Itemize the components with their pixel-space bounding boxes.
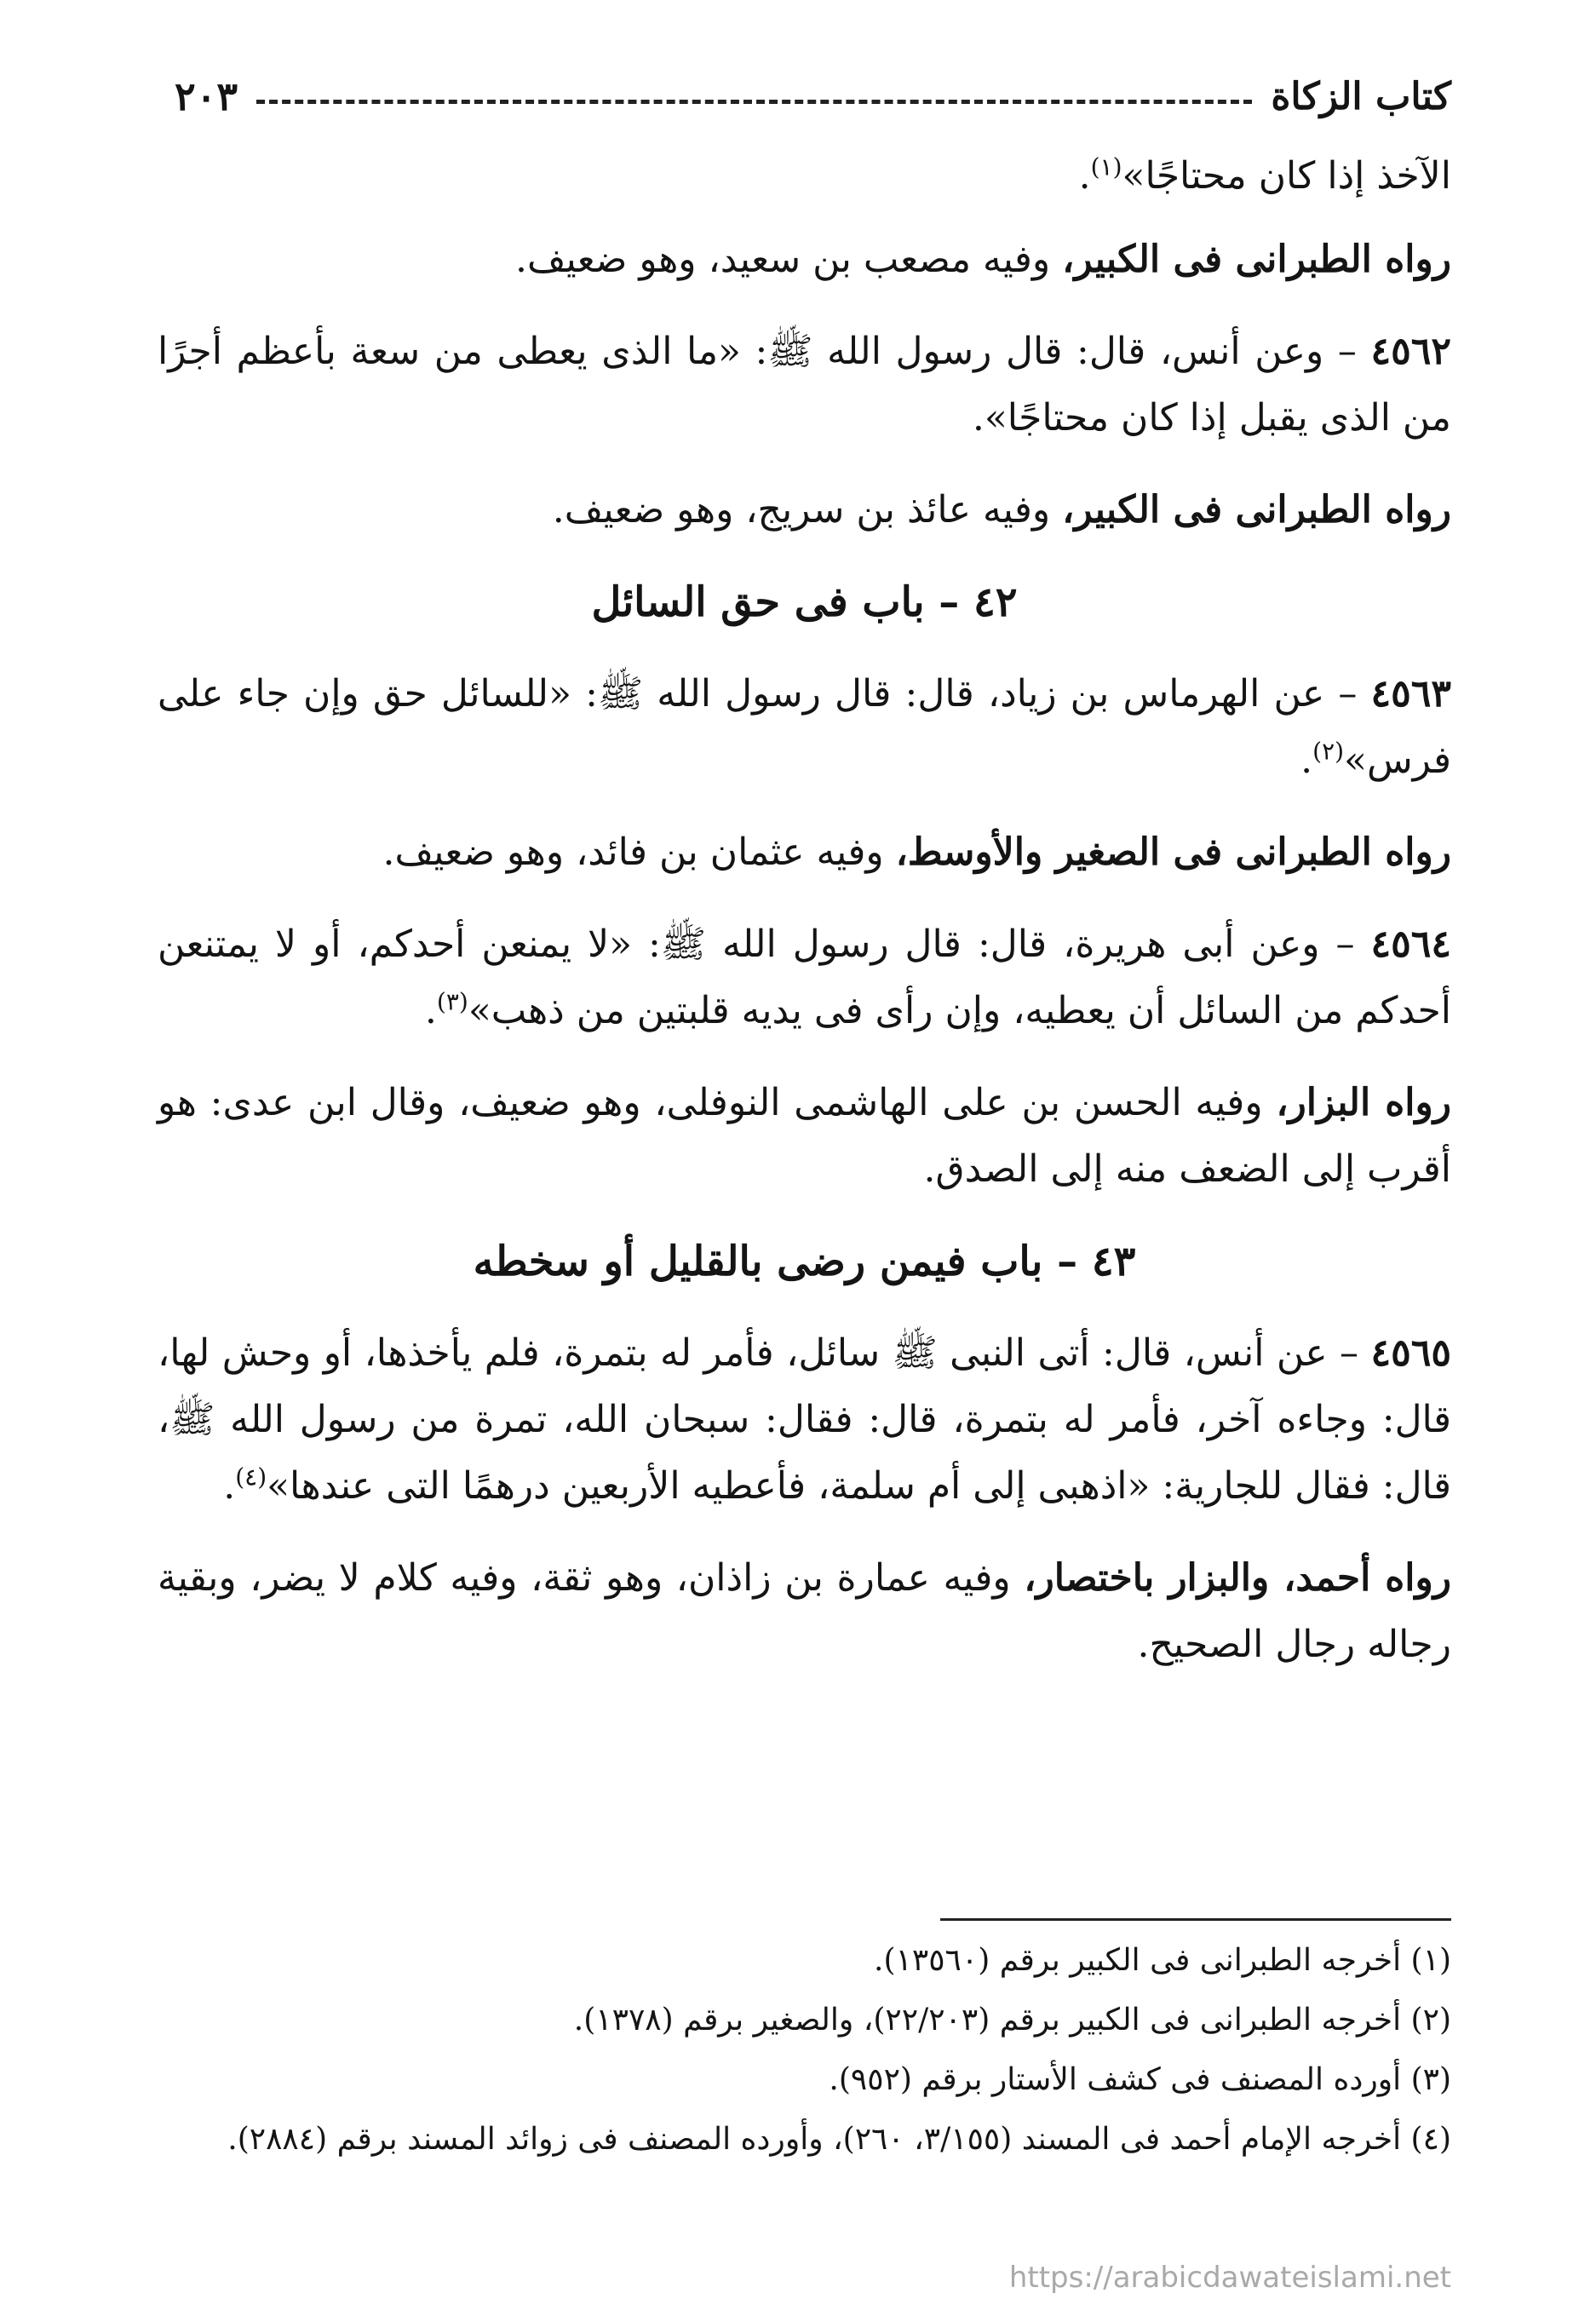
- paragraph-text: – عن الهرماس بن زياد، قال: قال رسول الله ﷺ: «للسائل حق وإن جاء على فرس»: [158, 672, 1451, 782]
- paragraph-text: وفيه الحسن بن على الهاشمى النوفلى، وهو ضعيف، وقال ابن عدى: هو أقرب إلى الضعف منه إلى الصدق.: [158, 1081, 1451, 1191]
- hadith-number: ٤٥٦٤: [1370, 922, 1451, 966]
- footnote-marker: (٤): [235, 1463, 267, 1491]
- paragraph-text: وفيه عائذ بن سريج، وهو ضعيف.: [552, 488, 1063, 532]
- paragraph-text: – وعن أنس، قال: قال رسول الله ﷺ: «ما الذى يعطى من سعة بأعظم أجرًا من الذى يقبل إذا كان محتاجًا».: [158, 330, 1451, 440]
- hadith-paragraph: [158, 319, 1451, 451]
- hadith-number: ٤٥٦٣: [1370, 672, 1451, 716]
- paragraph-text: الآخذ إذا كان محتاجًا»: [1122, 154, 1451, 198]
- hadith-number: ٤٥٦٢: [1370, 330, 1451, 373]
- paragraph-end-punct: .: [223, 1464, 236, 1508]
- source-note: [158, 1545, 1451, 1678]
- footnote-marker: (٢): [1312, 737, 1345, 766]
- footnote-separator: [940, 1918, 1451, 1921]
- watermark-url: https://arabicdawateislami.net: [1008, 2261, 1451, 2295]
- header-dashed-rule: [256, 100, 1252, 104]
- paragraph-end-punct: .: [424, 989, 437, 1032]
- source-attribution: رواه الطبرانى فى الكبير،: [1062, 488, 1451, 532]
- paragraph-text: – وعن أبى هريرة، قال: قال رسول الله ﷺ: «لا يمنعن أحدكم، أو لا يمتنعن أحدكم من السائل أن يعطيه، وإن رأى فى يديه قلبتين من ذهب»: [158, 922, 1451, 1032]
- hadith-number: ٤٥٦٥: [1370, 1331, 1451, 1375]
- source-note: [158, 819, 1451, 886]
- main-text: [158, 143, 1451, 1704]
- footnote-4: (٤) أخرجه الإمام أحمد فى المسند (٣/١٥٥، ٢٦٠)، وأورده المصنف فى زوائد المسند برقم (٢٨٨٤).: [227, 2122, 1451, 2157]
- footnote-3: (٣) أورده المصنف فى كشف الأستار برقم (٩٥٢).: [829, 2062, 1451, 2097]
- footnotes: [158, 1934, 1451, 2172]
- paragraph-end-punct: .: [1078, 154, 1091, 198]
- footnote-1: (١) أخرجه الطبرانى فى الكبير برقم (١٣٥٦٠).: [874, 1943, 1451, 1978]
- hadith-paragraph: [158, 1320, 1451, 1520]
- source-note: [158, 477, 1451, 543]
- hadith-paragraph: [158, 911, 1451, 1044]
- source-attribution: رواه الطبرانى فى الكبير،: [1062, 238, 1451, 281]
- paragraph-text: وفيه عمارة بن زاذان، وهو ثقة، وفيه كلام لا يضر، وبقية رجاله رجال الصحيح.: [158, 1556, 1451, 1666]
- paragraph-text: وفيه مصعب بن سعيد، وهو ضعيف.: [514, 238, 1063, 281]
- paragraph-text: وفيه عثمان بن فائد، وهو ضعيف.: [382, 831, 896, 874]
- chapter-heading: ٤٢ – باب فى حق السائل: [591, 578, 1018, 626]
- hadith-paragraph: [158, 661, 1451, 794]
- text-paragraph: [158, 143, 1451, 210]
- footnote-marker: (٣): [436, 987, 468, 1016]
- paragraph-text: – عن أنس، قال: أتى النبى ﷺ سائل، فأمر له بتمرة، فلم يأخذها، أو وحش لها، قال: وجاءه آخر، فأمر له بتمرة، قال: فقال: سبحان الله، تمرة من رسول الله ﷺ، قال: فقال للجارية: «اذهبى إلى أم سلمة، فأعطيه الأربعين درهمًا التى عندها»: [158, 1331, 1451, 1508]
- footnote-2: (٢) أخرجه الطبرانى فى الكبير برقم (٢٢/٢٠٣)، والصغير برقم (١٣٧٨).: [573, 2003, 1451, 2037]
- source-note: [158, 1070, 1451, 1203]
- source-attribution: رواه البزار،: [1276, 1081, 1452, 1124]
- source-attribution: رواه الطبرانى فى الصغير والأوسط،: [895, 831, 1451, 874]
- chapter-heading: ٤٣ – باب فيمن رضى بالقليل أو سخطه: [473, 1238, 1136, 1285]
- page-number: ٢٠٣: [175, 73, 238, 119]
- source-note: [158, 227, 1451, 293]
- running-header: [175, 66, 1451, 126]
- paragraph-end-punct: .: [1300, 739, 1313, 782]
- footnote-marker: (١): [1090, 152, 1122, 181]
- chapter-running-title: كتاب الزكاة: [1271, 74, 1451, 118]
- source-attribution: رواه أحمد، والبزار باختصار،: [1024, 1556, 1451, 1600]
